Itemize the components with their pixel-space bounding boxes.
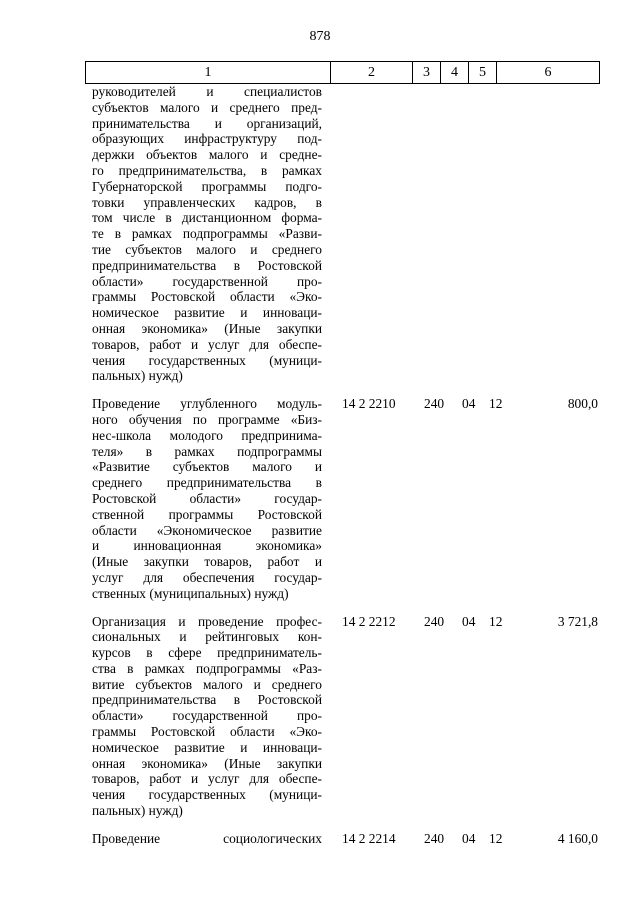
amount-cell: 800,0 — [567, 396, 598, 412]
table-row — [0, 831, 640, 847]
description-line: ного обучения по программе «Биз- — [92, 411, 322, 427]
description-line: тие субъектов малого и среднего — [92, 241, 322, 257]
description-line: Ростовской области» государ- — [92, 490, 322, 506]
column-header-3: 3 — [413, 62, 441, 84]
kbk-code-cell: 14 2 2212 — [342, 613, 396, 629]
row-separator — [0, 602, 640, 614]
column-header-2: 2 — [331, 62, 413, 84]
description-line: области» государственной про- — [92, 273, 322, 289]
description-line: (Иные закупки товаров, работ и — [92, 554, 322, 570]
description-line: Организация и проведение профес- — [92, 613, 322, 629]
description-line: номическое развитие и инноваци- — [92, 739, 322, 755]
description-line: среднего предпринимательства в — [92, 475, 322, 491]
description-line: том числе в дистанционном форма- — [92, 210, 322, 226]
description-line: сиональных и рейтинговых кон- — [92, 629, 322, 645]
subsection-cell: 12 — [489, 613, 503, 629]
column-header-6: 6 — [497, 62, 600, 84]
row-description — [92, 84, 322, 384]
description-line: пальных) нужд) — [92, 368, 183, 384]
expense-type-cell: 240 — [424, 396, 445, 412]
description-line: образующих инфраструктуру под- — [92, 131, 322, 147]
table-row — [0, 396, 640, 601]
description-line: Проведение углубленного модуль- — [92, 396, 322, 412]
section-cell: 04 — [462, 396, 476, 412]
amount-cell: 3 721,8 — [557, 613, 598, 629]
description-line: нес-школа молодого предпринима- — [92, 427, 322, 443]
description-line: теля» в рамках подпрограммы — [92, 443, 322, 459]
description-line: Губернаторской программы подго- — [92, 178, 322, 194]
column-header-row — [86, 62, 600, 84]
page-number: 878 — [309, 29, 331, 44]
description-line: держки объектов малого и средне- — [92, 147, 322, 163]
description-line: те в рамках подпрограммы «Разви- — [92, 226, 322, 242]
description-line: онная экономика» (Иные закупки — [92, 755, 322, 771]
description-line: курсов в сфере предприниматель- — [92, 645, 322, 661]
table-row — [0, 84, 640, 384]
description-line: и инновационная экономика» — [92, 538, 322, 554]
description-line: услуг для обеспечения государ- — [92, 569, 322, 585]
description-line: товки управленческих кадров, в — [92, 194, 322, 210]
description-line: предпринимательства в Ростовской — [92, 692, 322, 708]
description-line: «Развитие субъектов малого и — [92, 459, 322, 475]
section-cell: 04 — [462, 830, 476, 846]
description-line: витие субъектов малого и среднего — [92, 676, 322, 692]
column-header-1: 1 — [86, 62, 331, 84]
kbk-code-cell: 14 2 2214 — [342, 830, 396, 846]
expense-type-cell: 240 — [424, 830, 445, 846]
subsection-cell: 12 — [489, 830, 503, 846]
description-line: ственных (муниципальных) нужд) — [92, 585, 289, 601]
description-line: области «Экономическое развитие — [92, 522, 322, 538]
description-line: граммы Ростовской области «Эко- — [92, 289, 322, 305]
description-line: предпринимательства в Ростовской — [92, 257, 322, 273]
description-line: области» государственной про- — [92, 708, 322, 724]
amount-cell: 4 160,0 — [557, 830, 598, 846]
description-line: руководителей и специалистов — [92, 84, 322, 99]
row-description — [92, 614, 322, 819]
expense-type-cell: 240 — [424, 613, 445, 629]
description-line: номическое развитие и инноваци- — [92, 305, 322, 321]
kbk-code-cell: 14 2 2210 — [342, 396, 396, 412]
row-description — [92, 396, 322, 601]
column-header-table — [85, 61, 600, 84]
column-header-4: 4 — [441, 62, 469, 84]
section-cell: 04 — [462, 613, 476, 629]
description-line: ства в рамках подпрограммы «Раз- — [92, 660, 322, 676]
column-header-5: 5 — [469, 62, 497, 84]
description-line: ственной программы Ростовской — [92, 506, 322, 522]
row-separator — [0, 819, 640, 831]
description-line: принимательства и организаций, — [92, 115, 322, 131]
description-line: пальных) нужд) — [92, 803, 183, 819]
description-line: чения государственных (муници- — [92, 352, 322, 368]
budget-table-body — [0, 84, 640, 847]
table-row — [0, 614, 640, 819]
description-line: Проведение социологических — [92, 830, 322, 846]
row-separator — [0, 384, 640, 396]
description-line: го предпринимательства, в рамках — [92, 162, 322, 178]
description-line: чения государственных (муници- — [92, 787, 322, 803]
description-line: субъектов малого и среднего пред- — [92, 99, 322, 115]
row-description — [92, 831, 322, 847]
description-line: онная экономика» (Иные закупки — [92, 320, 322, 336]
description-line: товаров, работ и услуг для обеспе- — [92, 771, 322, 787]
description-line: граммы Ростовской области «Эко- — [92, 724, 322, 740]
subsection-cell: 12 — [489, 396, 503, 412]
description-line: товаров, работ и услуг для обеспе- — [92, 336, 322, 352]
